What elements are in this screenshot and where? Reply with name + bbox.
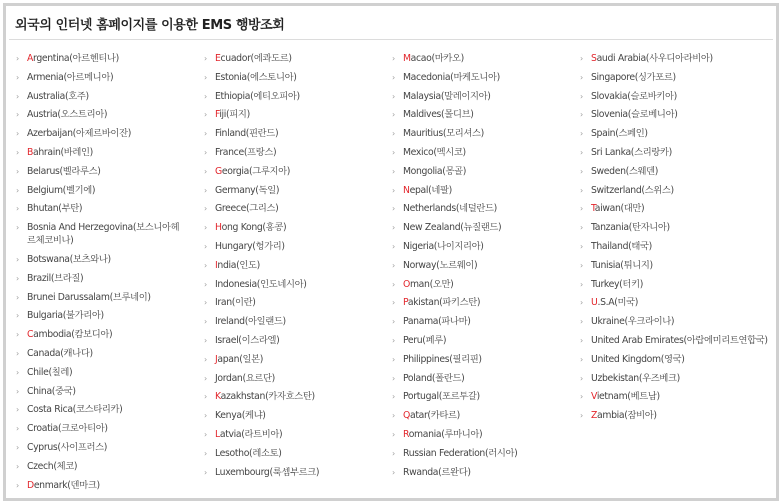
country-link[interactable] [15,385,213,398]
chevron-right-icon: › [392,317,395,327]
chevron-right-icon: › [16,166,19,176]
country-name: Iran(이란) [215,297,256,309]
chevron-right-icon: › [580,242,583,251]
chevron-right-icon: › [580,129,583,139]
chevron-right-icon: › [204,336,207,345]
chevron-right-icon: › [580,166,583,176]
country-name: iji(피지) [219,109,250,121]
country-link[interactable] [15,422,213,435]
chevron-right-icon: › [16,292,19,302]
chevron-right-icon: › [392,298,395,308]
chevron-right-icon: › [392,279,395,289]
chevron-right-icon: › [392,72,395,82]
country-name: Poland(폴란드) [403,372,465,384]
country-name: Bosnia And Herzegovina(보스니아헤르체코비나) [27,222,180,247]
country-name: ahrain(바레인) [33,147,93,158]
country-link[interactable] [579,278,777,291]
country-name: Germany(독일) [215,184,280,196]
country-name: Rwanda(르완다) [403,466,471,478]
country-name: Maldives(몰디브) [403,109,474,121]
chevron-right-icon: › [204,185,207,195]
initial-letter: P [403,297,408,309]
chevron-right-icon: › [16,255,19,264]
country-name: Ukraine(우크라이나) [591,316,675,328]
country-link[interactable] [203,409,401,422]
country-name: Chile(칠레) [27,366,73,378]
country-link[interactable] [15,165,213,178]
country-link[interactable] [15,127,213,140]
country-link[interactable] [579,221,777,234]
chevron-right-icon: › [204,91,207,101]
country-link[interactable] [15,221,187,247]
country-name: aiwan(대만) [594,203,645,215]
country-name: Bhutan(부탄) [27,203,83,215]
chevron-right-icon: › [392,467,395,477]
country-name: Austria(오스트리아) [27,109,108,121]
country-name: Estonia(에스토니아) [215,71,297,83]
chevron-right-icon: › [580,204,583,214]
initial-letter: M [403,53,411,64]
chevron-right-icon: › [204,242,207,251]
country-link[interactable] [579,390,777,403]
country-link[interactable] [15,52,213,65]
chevron-right-icon: › [16,204,19,214]
initial-letter: H [215,222,222,234]
country-link[interactable] [15,71,213,84]
country-link[interactable] [579,127,777,140]
chevron-right-icon: › [392,148,395,157]
chevron-right-icon: › [16,185,19,195]
chevron-right-icon: › [16,424,19,434]
country-name: Canada(캐나다) [27,348,93,359]
chevron-right-icon: › [16,129,19,139]
chevron-right-icon: › [204,411,207,421]
initial-letter: J [215,353,218,365]
chevron-right-icon: › [392,336,395,345]
country-link[interactable] [203,390,401,403]
country-name: atar(카타르) [409,410,460,422]
chevron-right-icon: › [580,411,583,421]
country-name: ong Kong(홍콩) [221,222,287,234]
country-name: Macedonia(마케도니아) [403,71,500,83]
country-link[interactable] [391,447,589,460]
chevron-right-icon: › [204,373,207,383]
initial-letter: V [591,391,597,403]
country-name: Brunei Darussalam(브루네이) [27,291,151,303]
country-name: ambodia(캄보디아) [33,329,113,341]
country-name: ietnam(베트남) [596,391,660,403]
country-name: azakhstan(카자흐스탄) [220,391,315,403]
country-name: Botswana(보츠와나) [27,254,111,265]
country-link[interactable] [203,296,401,309]
country-name: Tanzania(탄자니아) [591,222,670,234]
country-link[interactable] [579,259,777,272]
ems-tracking-panel [3,3,779,501]
country-link[interactable] [15,403,213,416]
chevron-right-icon: › [580,298,583,308]
country-link[interactable] [203,184,401,197]
chevron-right-icon: › [392,223,395,233]
initial-letter: I [215,259,218,271]
country-name: eorgia(그루지아) [221,165,291,177]
country-name: apan(일본) [217,353,264,365]
initial-letter: K [215,391,221,403]
country-link[interactable] [15,291,213,304]
country-link[interactable] [15,309,213,322]
country-name: Croatia(크로아티아) [27,423,108,435]
chevron-right-icon: › [392,242,395,251]
country-link[interactable] [15,479,213,492]
country-name: Belarus(벨라루스) [27,165,101,177]
country-name: United Kingdom(영국) [591,353,685,365]
country-name: Kenya(케냐) [215,410,266,422]
country-link[interactable] [15,108,213,121]
country-link[interactable] [15,441,213,454]
country-name: audi Arabia(사우디아라비아) [596,53,713,64]
chevron-right-icon: › [204,317,207,327]
country-link[interactable] [391,315,589,328]
country-name: Mauritius(모리셔스) [403,128,484,140]
country-name: Thailand(태국) [591,241,652,252]
country-link[interactable] [203,315,401,328]
country-name: Portugal(포르투갈) [403,391,480,403]
chevron-right-icon: › [580,354,583,364]
country-name: Lesotho(레소토) [215,447,282,459]
chevron-right-icon: › [204,467,207,477]
country-name: Czech(체코) [27,460,78,472]
chevron-right-icon: › [580,54,583,63]
country-link[interactable] [203,334,401,347]
country-link[interactable] [15,146,213,159]
chevron-right-icon: › [16,386,19,396]
country-link[interactable] [391,108,589,121]
initial-letter: C [27,329,34,341]
country-name: acao(마카오) [410,53,464,64]
initial-letter: R [403,429,409,440]
country-name: Bulgaria(불가리아) [27,310,104,322]
chevron-right-icon: › [392,411,395,421]
country-link[interactable] [15,184,213,197]
country-name: atvia(라트비아) [219,429,283,440]
chevron-right-icon: › [580,72,583,82]
chevron-right-icon: › [204,148,207,157]
initial-letter: U [591,297,598,309]
initial-letter: Q [403,410,410,422]
chevron-right-icon: › [16,72,19,82]
country-link[interactable] [579,372,777,385]
chevron-right-icon: › [204,260,207,270]
country-name: Cyprus(사이프러스) [27,442,108,453]
country-name: Jordan(요르단) [215,372,275,384]
country-link[interactable] [579,108,777,121]
country-link[interactable] [15,253,213,266]
chevron-right-icon: › [580,260,583,270]
country-name: China(중국) [27,385,76,397]
country-link[interactable] [579,296,777,309]
chevron-right-icon: › [204,392,207,402]
country-name: France(프랑스) [215,147,277,158]
country-link[interactable] [391,278,589,291]
country-link[interactable] [579,353,777,366]
country-link[interactable] [391,372,589,385]
country-link[interactable] [579,90,777,103]
country-name: Indonesia(인도네시아) [215,278,307,290]
country-name: Azerbaijan(아제르바이잔) [27,128,131,140]
initial-letter: N [403,184,410,196]
country-link[interactable] [15,272,213,285]
country-link[interactable] [203,202,401,215]
country-link[interactable] [579,409,777,422]
country-link[interactable] [579,315,777,328]
country-link[interactable] [15,347,213,360]
country-link[interactable] [391,71,589,84]
country-name: epal(네팔) [409,184,452,196]
country-link[interactable] [15,328,213,341]
chevron-right-icon: › [16,349,19,358]
country-name: Brazil(브라질) [27,272,84,284]
country-link[interactable] [391,334,589,347]
country-link[interactable] [391,428,589,441]
chevron-right-icon: › [204,166,207,176]
chevron-right-icon: › [16,311,19,321]
title-divider [9,39,773,40]
country-name: Hungary(헝가리) [215,241,285,252]
chevron-right-icon: › [204,223,207,233]
chevron-right-icon: › [204,72,207,82]
country-name: akistan(파키스탄) [407,297,481,309]
country-name: Sri Lanka(스리랑카) [591,147,672,158]
country-link[interactable] [579,202,777,215]
chevron-right-icon: › [392,392,395,402]
chevron-right-icon: › [204,204,207,214]
country-name: Ethiopia(에티오피아) [215,90,300,102]
country-link[interactable] [203,108,401,121]
chevron-right-icon: › [580,148,583,157]
chevron-right-icon: › [392,185,395,195]
chevron-right-icon: › [16,148,19,157]
chevron-right-icon: › [16,405,19,415]
country-link[interactable] [203,466,401,479]
country-name: cuador(에콰도르) [220,53,292,64]
country-name: enmark(덴마크) [33,479,100,491]
country-name: Mexico(멕시코) [403,147,466,158]
country-link[interactable] [203,372,401,385]
chevron-right-icon: › [392,448,395,458]
country-name: New Zealand(뉴질랜드) [403,222,502,234]
chevron-right-icon: › [16,330,19,340]
chevron-right-icon: › [392,204,395,214]
country-name: Luxembourg(룩셈부르크) [215,466,320,478]
country-link[interactable] [391,127,589,140]
country-link[interactable] [391,52,589,65]
country-name: Costa Rica(코스타리카) [27,404,123,416]
initial-letter: B [27,147,34,158]
country-link[interactable] [203,353,401,366]
country-name: Sweden(스웨덴) [591,165,659,177]
initial-letter: F [215,109,220,121]
country-link[interactable] [579,165,777,178]
chevron-right-icon: › [580,279,583,289]
chevron-right-icon: › [580,336,583,345]
initial-letter: O [403,278,410,290]
initial-letter: S [591,53,597,64]
chevron-right-icon: › [16,110,19,120]
chevron-right-icon: › [16,54,19,63]
country-name: Turkey(터키) [591,278,643,290]
country-name: Spain(스페인) [591,128,648,140]
country-link[interactable] [15,90,213,103]
chevron-right-icon: › [204,54,207,63]
country-name: Philippines(필리핀) [403,353,482,365]
chevron-right-icon: › [16,273,19,283]
country-link[interactable] [391,202,589,215]
country-link[interactable] [391,409,589,422]
country-name: .S.A(미국) [597,297,639,309]
country-name: Switzerland(스위스) [591,184,674,196]
country-name: ndia(인도) [217,259,260,271]
initial-letter: G [215,165,222,177]
country-name: Tunisia(튀니지) [591,259,653,271]
country-link[interactable] [203,447,401,460]
chevron-right-icon: › [392,354,395,364]
country-name: Australia(호주) [27,90,89,102]
country-link[interactable] [391,165,589,178]
country-name: omania(루마니아) [408,429,483,440]
country-link[interactable] [15,460,213,473]
country-name: Uzbekistan(우즈베크) [591,372,680,384]
chevron-right-icon: › [16,367,19,377]
chevron-right-icon: › [392,54,395,63]
chevron-right-icon: › [392,166,395,176]
country-link[interactable] [391,184,589,197]
country-link[interactable] [579,334,777,347]
country-name: Armenia(아르메니아) [27,71,114,83]
country-link[interactable] [391,296,589,309]
chevron-right-icon: › [204,129,207,139]
initial-letter: A [27,53,34,64]
initial-letter: T [591,203,595,215]
chevron-right-icon: › [392,430,395,439]
country-link[interactable] [579,146,777,159]
country-name: Israel(이스라엘) [215,335,280,346]
chevron-right-icon: › [392,373,395,383]
chevron-right-icon: › [580,317,583,327]
chevron-right-icon: › [204,279,207,289]
chevron-right-icon: › [16,461,19,471]
chevron-right-icon: › [204,298,207,308]
country-name: Greece(그리스) [215,203,279,215]
country-link[interactable] [391,466,589,479]
country-link[interactable] [391,146,589,159]
country-link[interactable] [203,90,401,103]
country-link[interactable] [15,202,213,215]
country-link[interactable] [391,390,589,403]
country-name: man(오만) [409,278,454,290]
country-name: Netherlands(네덜란드) [403,203,497,215]
country-name: Finland(핀란드) [215,128,279,140]
country-link[interactable] [15,366,213,379]
country-link[interactable] [203,428,401,441]
chevron-right-icon: › [16,223,19,233]
country-link[interactable] [203,165,401,178]
chevron-right-icon: › [204,354,207,364]
chevron-right-icon: › [392,110,395,120]
country-name: Singapore(싱가포르) [591,71,676,83]
initial-letter: L [215,429,220,440]
country-link[interactable] [391,240,589,253]
country-link[interactable] [203,127,401,140]
initial-letter: Z [591,410,598,422]
country-link[interactable] [579,71,777,84]
chevron-right-icon: › [580,185,583,195]
chevron-right-icon: › [16,91,19,101]
chevron-right-icon: › [204,448,207,458]
country-link[interactable] [203,71,401,84]
chevron-right-icon: › [16,443,19,452]
country-name: Mongolia(몽골) [403,165,467,177]
country-name: Ireland(아일랜드) [215,316,286,328]
chevron-right-icon: › [580,110,583,120]
country-link[interactable] [391,259,589,272]
chevron-right-icon: › [392,91,395,101]
chevron-right-icon: › [204,110,207,120]
country-name: Nigeria(나이지리아) [403,241,484,252]
chevron-right-icon: › [204,430,207,439]
country-name: Slovenia(슬로베니아) [591,109,678,121]
initial-letter: E [215,53,221,64]
country-name: Slovakia(슬로바키아) [591,90,677,102]
country-link[interactable] [203,278,401,291]
country-name: Malaysia(말레이지아) [403,90,491,102]
country-link[interactable] [203,52,401,65]
chevron-right-icon: › [580,91,583,101]
country-link[interactable] [203,259,401,272]
country-link[interactable] [203,146,401,159]
country-name: Panama(파나마) [403,316,471,328]
country-link[interactable] [579,240,777,253]
country-name: ambia(잠비아) [597,410,657,422]
country-link[interactable] [579,52,777,65]
country-link[interactable] [203,240,401,253]
country-name: Russian Federation(러시아) [403,447,518,459]
country-link[interactable] [391,221,589,234]
initial-letter: D [27,479,34,491]
chevron-right-icon: › [392,260,395,270]
country-link[interactable] [391,353,589,366]
country-name: rgentina(아르헨티나) [33,53,119,64]
country-name: United Arab Emirates(아랍에미리트연합국) [591,335,768,346]
chevron-right-icon: › [16,480,19,490]
country-name: Norway(노르웨이) [403,259,478,271]
chevron-right-icon: › [580,373,583,383]
country-link[interactable] [391,90,589,103]
page-title: 외국의 인터넷 홈페이지를 이용한 EMS 행방조회 [15,18,285,33]
chevron-right-icon: › [580,392,583,402]
country-name: Peru(페루) [403,335,447,346]
country-link[interactable] [579,184,777,197]
chevron-right-icon: › [392,129,395,139]
chevron-right-icon: › [580,223,583,233]
country-name: Belgium(벨기에) [27,184,96,196]
country-link[interactable] [203,221,401,234]
